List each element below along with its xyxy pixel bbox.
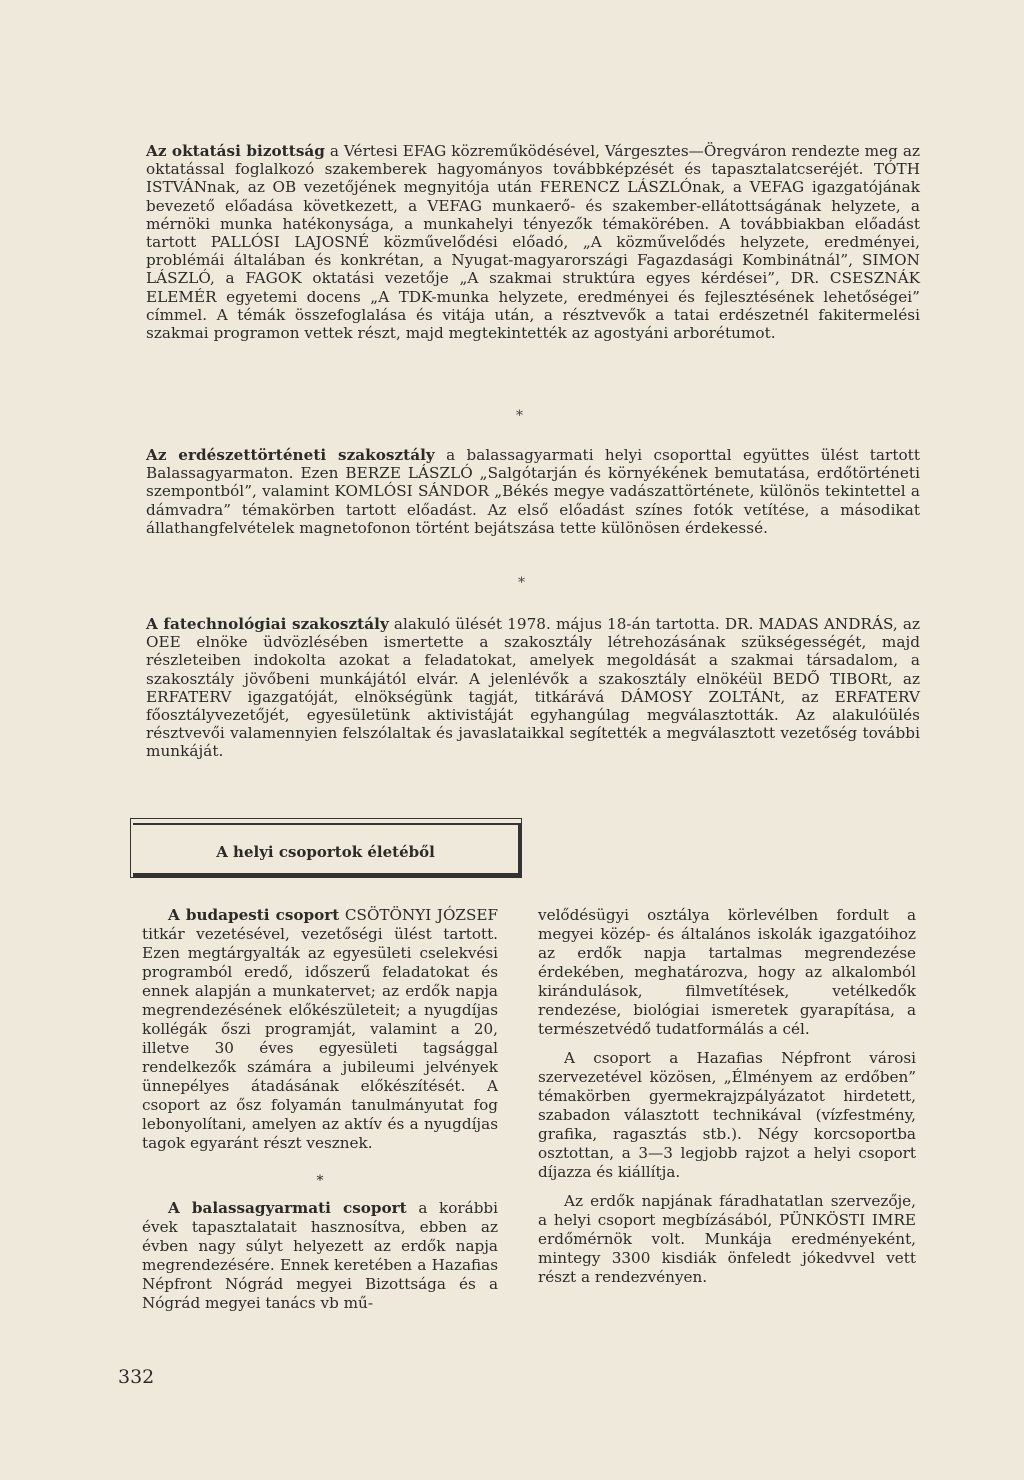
left-column — [142, 906, 498, 1313]
paragraph-wood-technology-section — [146, 615, 920, 761]
paragraph-education-committee — [146, 142, 920, 342]
section-heading-box — [130, 818, 522, 878]
paragraph-body: a Vértesi EFAG közreműködésével, Várgesztes—Öregváron rendezte meg az oktatással foglalkozó szakemberek hagyományos továbbképzését és tapasztalatcseréjét. TÓTH ISTVÁNnak, az OB vezetőjének megnyitója után FERENCZ LÁSZLÓnak, a VEFAG igazgatójának bevezető előadása következett, a VEFAG munkaerő- és szakember-ellátottságának helyzete, a mérnöki munka hatékonysága, a munkahelyi tényezők témakörében. A továbbiakban előadást tartott PALLÓSI LAJOSNÉ közművelődési előadó, „A közművelődés helyzete, eredményei, problémái általában és konkrétan, a Nyugat-magyarországi Fagazdasági Kombinátnál”, SIMON LÁSZLÓ, a FAGOK oktatási vezetője „A szakmai struktúra egyes kérdései”, DR. CSESZNÁK ELEMÉR egyetemi docens „A TDK-munka helyzete, eredményei és fejlesztésének lehetőségei” címmel. A témák összefoglalása és vitája után, a résztvevők a tatai erdészetnél fakitermelési szakmai programon vettek részt, majd megtekintették az agostyáni arborétumot. — [146, 142, 921, 343]
paragraph-lead: Az oktatási bizottság — [146, 142, 325, 160]
budapest-group-paragraph — [142, 906, 498, 1153]
separator-star: * — [516, 408, 523, 424]
paragraph-lead: A budapesti csoport — [168, 906, 340, 924]
paragraph-body: CSÖTÖNYI JÓZSEF titkár vezetésével, vezetőségi ülést tartott. Ezen megtárgyalták az egyesületi cselekvési programból eredő, időszerű feladatokat és ennek alapján a munkatervet; az erdők napja megrendezésének előkészületeit; a nyugdíjas kollégák őszi programját, valamint a 20, illetve 30 éves egyesületi tagsággal rendelkezők számára a jubileumi jelvények ünnepélyes átadásának előkészítését. A csoport az ősz folyamán tanulmányutat fog lebonyolítani, amelyen az aktív és a nyugdíjas tagok egyaránt részt vesznek. — [142, 906, 498, 1152]
right-paragraph-drawing-contest: A csoport a Hazafias Népfront városi szervezetével közösen, „Élményem az erdőben” témakörben gyermekrajzpályázatot hirdetett, szabadon választott technikával (vízfestmény, grafika, ragasztás stb.). Négy korcsoportba osztottan, a 3—3 legjobb rajzot a helyi csoport díjazza és kiállítja. — [538, 1049, 916, 1181]
separator-star: * — [316, 1173, 324, 1189]
paragraph-body: a balassagyarmati helyi csoporttal együttes ülést tartott Balassagyarmaton. Ezen BERZE LÁSZLÓ „Salgótarján és környékének bemutatása, erdőtörténeti szempontból”, valamint KOMLÓSI SÁNDOR „Békés megye vadászattörténete, különös tekintettel a dámvadra” témakörben tartott előadást. Az első előadást színes fotók vetítése, a másodikat állathangfelvételek magnetofonon történt bejátszása tette különösen érdekessé. — [146, 446, 920, 537]
right-paragraph-continued: velődésügyi osztálya körlevélben fordult a megyei közép- és általános iskolák igazgatóihoz az erdők napja tartalmas megrendezése érdekében, meghatározva, hogy az alkalomból kirándulások, filmvetítések, vetélkedők rendezése, biológiai ismeretek gyarapítása, a természetvédő tudatformálás a cél. — [538, 906, 916, 1038]
separator-star: * — [518, 575, 525, 591]
page-number: 332 — [118, 1366, 155, 1388]
paragraph-lead: A fatechnológiai szakosztály — [146, 615, 389, 633]
right-column — [538, 906, 916, 1287]
paragraph-body: a korábbi évek tapasztalatait hasznosítva, ebben az évben nagy súlyt helyezett az erdők napja megrendezésére. Ennek keretében a Hazafias Népfront Nógrád megyei Bizottsága és a Nógrád megyei tanács vb mű- — [142, 1199, 498, 1312]
paragraph-forestry-history-section — [146, 446, 920, 537]
right-paragraph-organizer: Az erdők napjának fáradhatatlan szervezője, a helyi csoport megbízásából, PÜNKÖSTI IMRE erdőmérnök volt. Munkája eredményeként, mintegy 3300 kisdiák önfeledt jókedvvel vett részt a rendezvényen. — [538, 1192, 916, 1286]
paragraph-body: alakuló ülését 1978. május 18-án tartotta. DR. MADAS ANDRÁS, az OEE elnöke üdvözlésében ismertette a szakosztály létrehozásának szükségességét, majd részleteiben indokolta azokat a feladatokat, amelyek megoldását a szakmai társadalom, a szakosztály jövőbeni munkájától elvár. A jelenlévők a szakosztály elnökéül BEDŐ TIBORt, az ERFATERV igazgatóját, elnökségünk tagját, titkárává DÁMOSY ZOLTÁNt, az ERFATERV főosztályvezetőjét, egyesületünk aktivistáját egyhangúlag megválasztották. Az alakulóülés résztvevői valamennyien felszólaltak és javaslataikkal segítették a megválasztott vezetőség további munkáját. — [146, 615, 921, 761]
section-title: A helyi csoportok életéből — [216, 843, 435, 861]
balassagyarmat-group-paragraph — [142, 1199, 498, 1313]
paragraph-lead: Az erdészettörténeti szakosztály — [146, 446, 435, 464]
paragraph-lead: A balassagyarmati csoport — [168, 1199, 407, 1217]
